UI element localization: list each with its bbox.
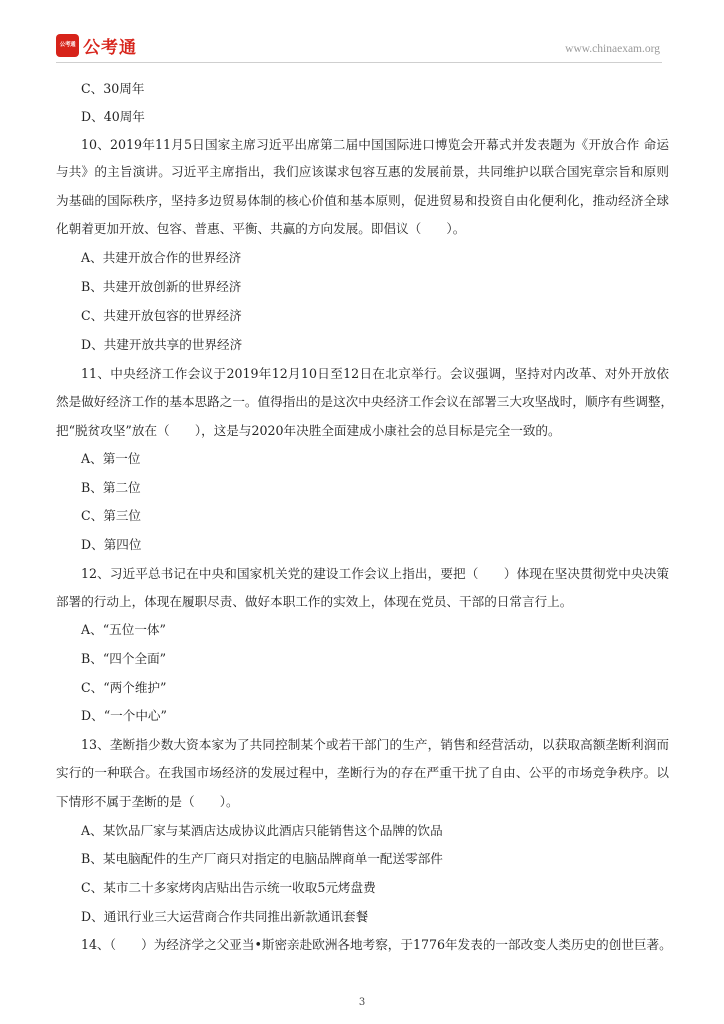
q11-option-c: C、第三位	[81, 508, 142, 523]
q12-stem-line: 12、习近平总书记在中央和国家机关党的建设工作会议上指出，要把（ ）体现在坚决贯彻党中央决策	[81, 566, 669, 581]
q13-option-d: D、通讯行业三大运营商合作共同推出新款通讯套餐	[81, 909, 369, 924]
q14-stem-line: 14、（ ）为经济学之父亚当•斯密亲赴欧洲各地考察，于1776年发表的一部改变人类历史的创世巨著。	[81, 937, 672, 952]
q12-option-d: D、“一个中心”	[81, 708, 167, 723]
q13-stem-line: 13、垄断指少数大资本家为了共同控制某个或若干部门的生产，销售和经营活动，以获取高额垄断利润而	[81, 737, 669, 752]
page-number: 3	[358, 997, 366, 1008]
logo	[56, 33, 137, 58]
page-header	[0, 0, 724, 64]
q11-option-d: D、第四位	[81, 537, 142, 552]
q10-option-b: B、共建开放创新的世界经济	[81, 279, 242, 294]
q10-stem-line: 化朝着更加开放、包容、普惠、平衡、共赢的方向发展。即倡议（ ）。	[56, 221, 466, 236]
header-divider	[56, 62, 662, 63]
q13-option-b: B、某电脑配件的生产厂商只对指定的电脑品牌商单一配送零部件	[81, 851, 443, 866]
q10-option-a: A、共建开放合作的世界经济	[81, 250, 242, 265]
q13-option-a: A、某饮品厂家与某酒店达成协议此酒店只能销售这个品牌的饮品	[81, 823, 443, 838]
site-url: www.chinaexam.org	[565, 43, 660, 55]
q10-stem-line: 与共》的主旨演讲。习近平主席指出，我们应该谋求包容互惠的发展前景，共同维护以联合国宪章宗旨和原则	[56, 164, 669, 179]
q11-stem-line: 把“脱贫攻坚”放在（ ），这是与2020年决胜全面建成小康社会的总目标是完全一致的。	[56, 423, 561, 438]
logo-badge: 公考通	[56, 34, 79, 57]
q9-option-d: D、40周年	[81, 109, 145, 124]
q9-option-c: C、30周年	[81, 81, 145, 96]
q10-stem-line: 10、2019年11月5日国家主席习近平出席第二届中国国际进口博览会开幕式并发表题为《开放合作 命运	[81, 137, 669, 152]
q10-option-d: D、共建开放共享的世界经济	[81, 337, 243, 352]
q11-option-a: A、第一位	[81, 451, 141, 466]
logo-text: 公考通	[83, 38, 137, 58]
q11-stem-line: 11、中央经济工作会议于2019年12月10日至12日在北京举行。会议强调，坚持对内改革、对外开放依	[81, 366, 669, 381]
q13-stem-line: 下情形不属于垄断的是（ ）。	[56, 794, 239, 809]
q11-option-b: B、第二位	[81, 480, 141, 495]
q12-option-b: B、“四个全面”	[81, 651, 167, 666]
q11-stem-line: 然是做好经济工作的基本思路之一。值得指出的是这次中央经济工作会议在部署三大攻坚战时，顺序有些调整，	[56, 394, 674, 409]
q12-stem-line: 部署的行动上，体现在履职尽责、做好本职工作的实效上，体现在党员、干部的日常言行上。	[56, 594, 573, 609]
q12-option-c: C、“两个维护”	[81, 680, 167, 695]
q12-option-a: A、“五位一体”	[81, 622, 166, 637]
q10-stem-line: 为基础的国际秩序，坚持多边贸易体制的核心价值和基本原则，促进贸易和投资自由化便利化，推动经济全球	[56, 193, 669, 208]
q13-option-c: C、某市二十多家烤肉店贴出告示统一收取5元烤盘费	[81, 880, 376, 895]
q13-stem-line: 实行的一种联合。在我国市场经济的发展过程中，垄断行为的存在严重干扰了自由、公平的市场竞争秩序。以	[56, 765, 669, 780]
q10-option-c: C、共建开放包容的世界经济	[81, 308, 242, 323]
